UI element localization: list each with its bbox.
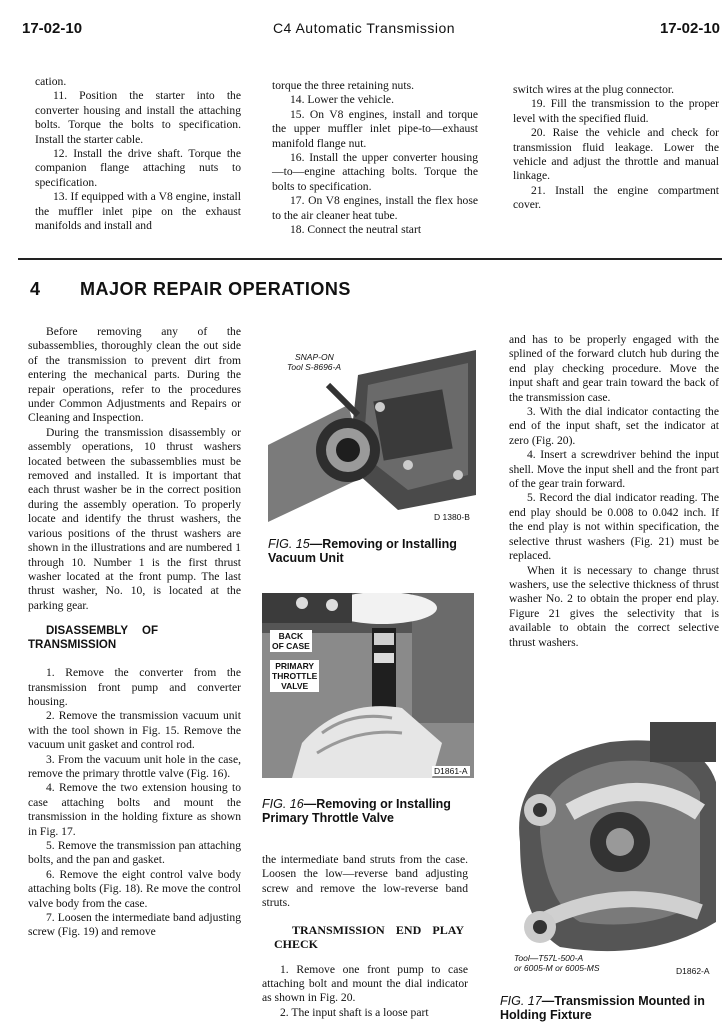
paragraph: During the transmission disassembly or assembly operations, 10 thrust washers located between the subassemblies must be removed and installed. It is important that each thrust washer be in the correct position during the assembly operation. To properly locate and identify the thrust washers, the various positions of the thrust washers are shown in the illustrations and are numbered 1 through 10. Number 1 is the first thrust washer located at the front pump. The last thrust washer, No. 10, is located at the parking gear. <box>28 425 241 612</box>
label-line: PRIMARY <box>275 661 315 671</box>
figure-number: FIG. 15 <box>268 537 310 551</box>
label-line: VALVE <box>281 681 309 691</box>
paragraph: 16. Install the upper converter housing—to—engine attaching bolts. Torque the bolts to specification. <box>272 151 478 193</box>
label-line: OF CASE <box>272 641 310 651</box>
paragraph: 15. On V8 engines, install and torque the upper muffler inlet pipe-to—exhaust manifold flange nut. <box>272 107 478 150</box>
figure-number: FIG. 16 <box>262 797 304 811</box>
paragraph: 13. If equipped with a V8 engine, install the muffler inlet pipe on the exhaust manifolds and install and <box>35 190 241 233</box>
step: 1. Remove the converter from the transmission front pump and converter housing. <box>28 666 241 708</box>
figure-number: FIG. 17 <box>500 994 542 1008</box>
section-divider <box>18 258 722 260</box>
top-column-2 <box>272 79 478 237</box>
figure-17-tool-label <box>512 953 602 973</box>
running-title: C4 Automatic Transmission <box>272 20 456 36</box>
step: 7. Loosen the intermediate band adjusting screw (Fig. 19) and remove <box>28 911 241 939</box>
paragraph: Before removing any of the subassemblies, thoroughly clean the out side of the transmission to prevent dirt from entering the mechanical parts. During the repair operations, refer to the procedures under Common Adjustments and Repairs or Cleaning and Inspection. <box>28 325 241 425</box>
paragraph: switch wires at the plug connector. <box>513 83 674 96</box>
page-number-left: 17-02-10 <box>22 20 83 37</box>
step: 2. The input shaft is a loose part <box>280 1005 429 1019</box>
step: 5. Remove the transmission pan attaching bolts, and the pan and gasket. <box>28 839 241 867</box>
paragraph: 20. Raise the vehicle and check for transmission fluid leakage. Lower the vehicle and adjust the throttle and manual linkage. <box>513 126 719 183</box>
caption-text: —Removing or Installing Vacuum Unit <box>268 537 457 565</box>
figure-16-code: D1861-A <box>434 766 468 776</box>
tool-label-line: Tool S-8696-A <box>287 362 342 372</box>
holding-fixture-photo <box>500 722 716 984</box>
paragraph: 17. On V8 engines, install the flex hose to the air cleaner heat tube. <box>272 194 478 222</box>
paragraph: and has to be properly engaged with the splined of the forward clutch hub during the end play checking procedure. Move the input shaft and gear train toward the back of the transmission case. <box>509 333 719 404</box>
figure-17-code: D1862-A <box>676 966 710 976</box>
paragraph: 11. Position the starter into the converter housing and install the attaching bolts. Torque the bolts to specification. Install the starter cable. <box>35 89 241 146</box>
primary-throttle-valve-label <box>270 660 319 692</box>
top-column-1 <box>35 75 241 233</box>
section-heading <box>30 279 351 300</box>
paragraph: 3. With the dial indicator contacting the end of the input shaft, set the indicator at zero (Fig. 20). <box>509 405 719 447</box>
tool-label-line: or 6005-M or 6005-MS <box>514 963 600 973</box>
label-line: BACK <box>278 631 304 641</box>
paragraph: 19. Fill the transmission to the proper level with the specified fluid. <box>513 97 719 125</box>
figure-17-photo <box>500 722 716 984</box>
left-column <box>28 325 241 940</box>
step: 4. Remove the two extension housing to case attaching bolts and mount the transmission in the holding fixture as shown in Fig. 17. <box>28 781 241 838</box>
paragraph: 4. Insert a screwdriver behind the input shell. Move the input shell and the front part of the gear train forward. <box>509 448 719 491</box>
tool-label-line: SNAP-ON <box>295 352 334 362</box>
top-column-3 <box>513 83 719 213</box>
label-line: THROTTLE <box>272 671 318 681</box>
paragraph: 21. Install the engine compartment cover. <box>513 183 719 212</box>
section-title: MAJOR REPAIR OPERATIONS <box>80 279 351 299</box>
paragraph: 18. Connect the neutral start <box>290 223 422 237</box>
paragraph: 12. Install the drive shaft. Torque the companion flange attaching nuts to specification. <box>35 147 241 189</box>
page-number-right: 17-02-10 <box>659 20 720 37</box>
subsection-heading: DISASSEMBLY OF TRANSMISSION <box>28 625 158 652</box>
figure-15-caption <box>268 537 478 565</box>
caption-text: —Removing or Installing Primary Throttle Valve <box>262 797 451 825</box>
right-column <box>509 333 719 650</box>
section-number: 4 <box>30 279 41 299</box>
step: 2. Remove the transmission vacuum unit with the tool shown in Fig. 15. Remove the vacuum unit gasket and control rod. <box>28 709 241 752</box>
back-of-case-label <box>270 630 312 652</box>
paragraph: the intermediate band struts from the case. Loosen the low—reverse band adjusting screw and remove the low-reverse band struts. <box>262 853 468 910</box>
paragraph: 5. Record the dial indicator reading. The end play should be 0.008 to 0.042 inch. If the end play is not within specification, the selective thrust washers (Fig. 21) must be replaced. <box>509 491 719 563</box>
paragraph: When it is necessary to change thrust washers, use the selective thickness of thrust washer No. 2 to obtain the proper end play. Figure 21 gives the selectivity that is available to obtain the correct selective thrust washers. <box>509 563 719 649</box>
paragraph: torque the three retaining nuts. <box>272 79 414 92</box>
step: 6. Remove the eight control valve body attaching bolts (Fig. 18). Re move the control valve body from the case. <box>28 867 241 910</box>
figure-17-caption <box>500 994 716 1022</box>
step: 3. From the vacuum unit hole in the case, remove the primary throttle valve (Fig. 16). <box>28 752 241 780</box>
figure-16-caption <box>262 797 476 825</box>
tool-label-line: Tool—T57L-500-A <box>514 953 584 963</box>
figure-15-code: D 1380-B <box>434 512 470 522</box>
middle-column-text <box>262 853 468 1020</box>
figure-15-tool-label <box>287 352 341 372</box>
subsection-heading: TRANSMISSION END PLAY CHECK <box>274 922 464 951</box>
caption-text: —Transmission Mounted in Holding Fixture <box>500 994 705 1022</box>
paragraph: 14. Lower the vehicle. <box>290 93 394 107</box>
step: 1. Remove one front pump to case attaching bolt and mount the dial indicator as shown in Fig. 20. <box>262 962 468 1005</box>
paragraph: cation. <box>35 75 67 88</box>
